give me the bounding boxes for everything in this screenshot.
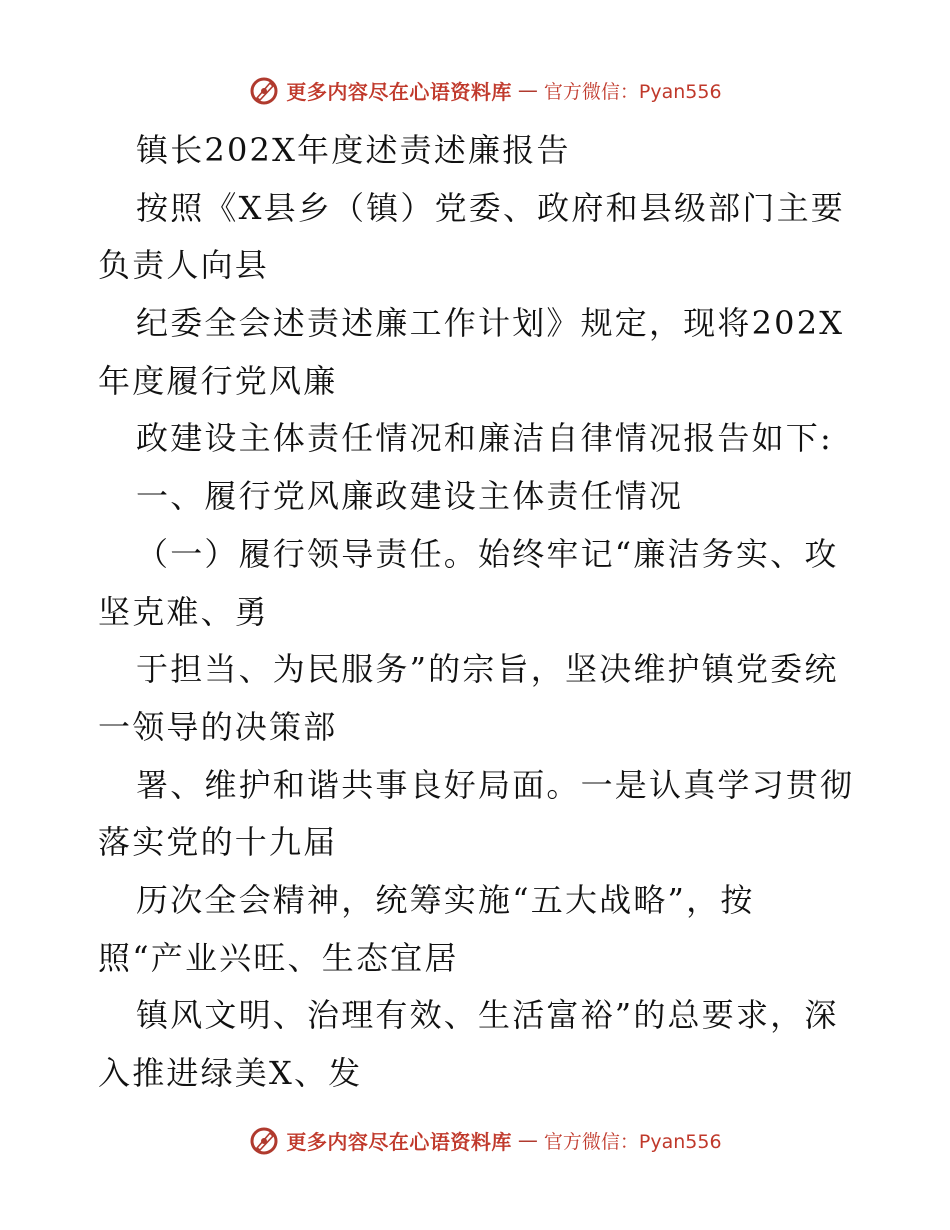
text-line: 历次全会精神，统筹实施“五大战略”，按 [136,880,755,919]
text-line: 政建设主体责任情况和廉洁自律情况报告如下: [136,419,833,458]
banner-separator: — [517,78,538,102]
text-line: 纪委全会述责述廉工作计划》规定，现将202X [136,304,845,343]
pen-circle-logo-icon [248,74,280,106]
banner-main-text: 更多内容尽在心语资料库 [286,79,512,104]
document-body [98,122,858,1103]
header-banner [0,72,950,108]
text-line: 照“产业兴旺、生态宜居 [98,938,459,977]
section-heading: 一、履行党风廉政建设主体责任情况 [136,477,684,516]
text-line: 坚克难、勇 [98,592,270,631]
footer-banner [0,1122,950,1158]
text-line: （一）履行领导责任。始终牢记“廉洁务实、攻 [136,534,839,573]
pen-circle-logo-icon [248,1124,280,1156]
text-line: 署、维护和谐共事良好局面。一是认真学习贯彻 [136,765,855,804]
text-line: 年度履行党风廉 [98,361,338,400]
text-line: 按照《X县乡（镇）党委、政府和县级部门主要 [136,188,845,227]
document-title: 镇长202X年度述责述廉报告 [136,131,571,169]
text-line: 镇风文明、治理有效、生活富裕”的总要求，深 [136,996,839,1035]
text-line: 负责人向县 [98,246,270,285]
banner-contact-text: 官方微信：Pyan556 [543,1130,722,1153]
banner-main-text: 更多内容尽在心语资料库 [286,1129,512,1154]
text-line: 一领导的决策部 [98,707,338,746]
text-line: 于担当、为民服务”的宗旨，坚决维护镇党委统 [136,650,839,689]
text-line: 入推进绿美X、发 [98,1054,363,1092]
banner-separator: — [517,1128,538,1152]
text-line: 落实党的十九届 [98,823,338,862]
banner-contact-text: 官方微信：Pyan556 [543,80,722,103]
